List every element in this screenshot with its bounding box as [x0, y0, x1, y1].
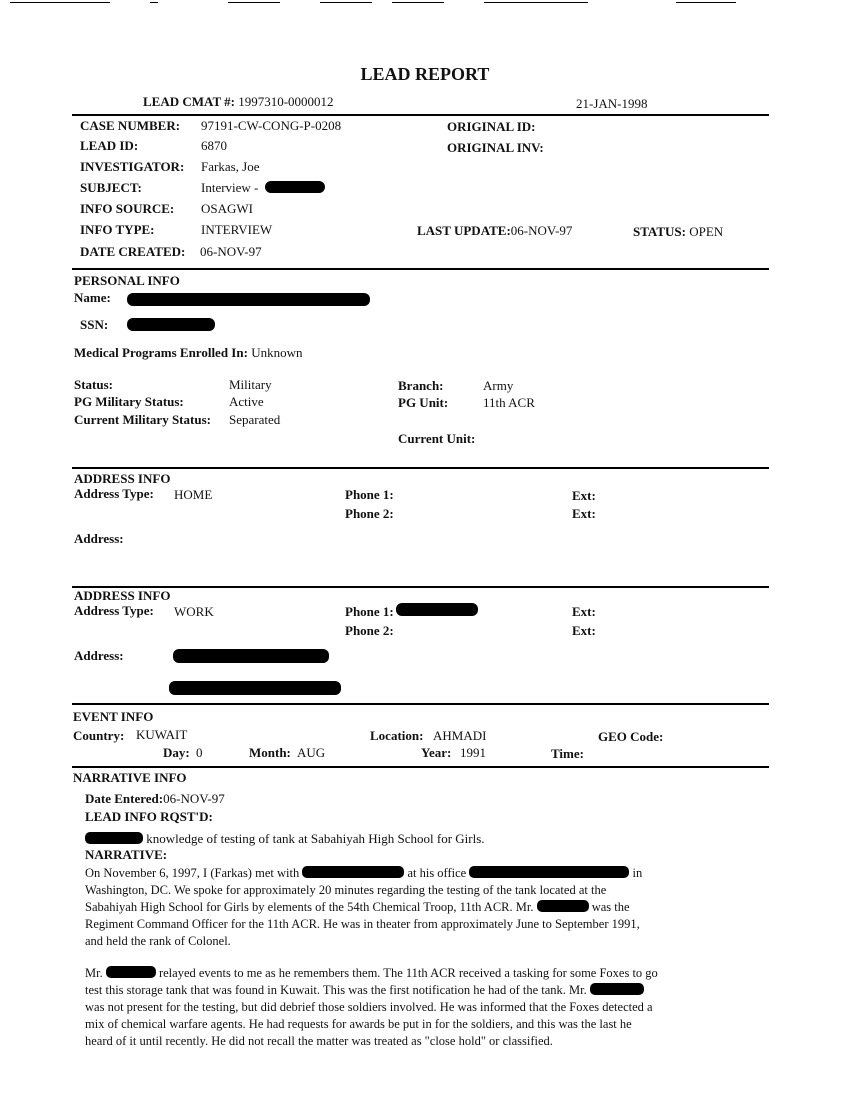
lead-info-text: knowledge of testing of tank at Sabahiyah High School for Girls.	[146, 831, 485, 846]
divider	[72, 766, 769, 768]
scan-mark	[676, 2, 736, 3]
report-title: LEAD REPORT	[360, 64, 490, 84]
branch-label: Branch:	[398, 378, 444, 393]
scan-mark	[320, 2, 372, 3]
lead-info-line	[85, 831, 485, 847]
month-value: AUG	[297, 745, 326, 760]
redaction	[537, 900, 589, 912]
phone1-label: Phone 1:	[345, 487, 394, 502]
narrative-line: Regiment Command Officer for the 11th ACR. He was in theater from approximately June to September 1991,	[85, 917, 640, 931]
medical-label: Medical Programs Enrolled In:	[74, 345, 248, 360]
medical-programs	[74, 345, 302, 361]
redaction	[396, 603, 478, 616]
case-number-label: CASE NUMBER:	[80, 118, 181, 133]
address-type-label: Address Type:	[74, 603, 154, 618]
redaction	[469, 866, 629, 878]
current-unit-label: Current Unit:	[398, 431, 476, 446]
narrative-text: Mr.	[85, 966, 103, 980]
pg-military-status-value: Active	[229, 394, 264, 409]
redaction	[173, 649, 329, 663]
lead-info-label: LEAD INFO RQST'D:	[85, 809, 213, 824]
country-value: KUWAIT	[136, 727, 188, 742]
divider	[72, 467, 769, 469]
phone2-label: Phone 2:	[345, 623, 394, 638]
redaction	[106, 966, 156, 978]
redaction	[127, 293, 370, 306]
redaction	[590, 983, 644, 995]
ssn-label: SSN:	[80, 317, 109, 332]
status	[633, 224, 723, 240]
lead-id-value: 6870	[201, 138, 227, 153]
narrative-line: was not present for the testing, but did debrief those soldiers involved. He was informed that the Foxes detected a	[85, 1000, 653, 1014]
narrative-line	[85, 982, 735, 999]
narrative-line: heard of it until recently. He did not recall the matter was treated as "close hold" or classified.	[85, 1034, 553, 1048]
ext2-label: Ext:	[572, 506, 596, 521]
day-value: 0	[196, 745, 203, 760]
subject-label: SUBJECT:	[80, 180, 142, 195]
narrative-text: was the	[591, 900, 630, 914]
pg-unit-value: 11th ACR	[483, 395, 535, 410]
narrative-line: Washington, DC. We spoke for approximately 20 minutes regarding the testing of the tank located at the	[85, 883, 607, 897]
location-label: Location:	[370, 728, 424, 743]
ext2-label: Ext:	[572, 623, 596, 638]
pg-military-status-label: PG Military Status:	[74, 394, 184, 409]
scan-mark	[228, 2, 280, 3]
narrative-line	[85, 899, 735, 916]
personal-info-title: PERSONAL INFO	[74, 273, 180, 288]
narrative-text: On November 6, 1997, I (Farkas) met with	[85, 866, 300, 880]
date-entered	[85, 791, 225, 807]
redaction	[265, 181, 325, 193]
last-update-label: LAST UPDATE:	[417, 223, 511, 238]
status-label-personal: Status:	[74, 377, 114, 392]
month-label: Month:	[249, 745, 291, 760]
address-label: Address:	[74, 648, 124, 663]
name-label: Name:	[74, 290, 111, 305]
ext1-label: Ext:	[572, 604, 596, 619]
scan-mark	[10, 2, 110, 3]
pg-unit-label: PG Unit:	[398, 395, 449, 410]
address-home-title: ADDRESS INFO	[74, 471, 171, 486]
address-label: Address:	[74, 531, 124, 546]
info-source-value: OSAGWI	[201, 201, 253, 216]
divider	[72, 268, 769, 270]
narrative-label: NARRATIVE:	[85, 847, 168, 862]
original-inv-label: ORIGINAL INV:	[447, 140, 544, 155]
current-military-status-value: Separated	[229, 412, 281, 427]
status-label: STATUS:	[633, 224, 686, 239]
narrative-paragraph-2	[85, 965, 735, 1050]
day-label: Day:	[163, 745, 190, 760]
divider	[72, 114, 769, 116]
divider	[72, 703, 769, 705]
subject-value: Interview -	[201, 180, 259, 195]
narrative-line: mix of chemical warfare agents. He had requests for awards be put in for the soldiers, and this was the last he	[85, 1017, 632, 1031]
redaction	[169, 681, 341, 695]
investigator-label: INVESTIGATOR:	[80, 159, 185, 174]
year-value: 1991	[460, 745, 486, 760]
current-military-status-label: Current Military Status:	[74, 412, 211, 427]
narrative-line	[85, 865, 735, 882]
date-entered-value: 06-NOV-97	[163, 791, 225, 806]
country-label: Country:	[73, 728, 125, 743]
branch-value: Army	[483, 378, 514, 393]
narrative-text: in	[632, 866, 643, 880]
redaction	[127, 318, 215, 331]
event-info-title: EVENT INFO	[73, 709, 154, 724]
date-created-label: DATE CREATED:	[80, 244, 186, 259]
lead-id-label: LEAD ID:	[80, 138, 139, 153]
address-type-label: Address Type:	[74, 486, 154, 501]
redaction	[302, 866, 404, 878]
last-update-value: 06-NOV-97	[510, 223, 573, 238]
narrative-text: relayed events to me as he remembers them. The 11th ACR received a tasking for some Foxes to go	[158, 966, 658, 980]
time-label: Time:	[551, 746, 584, 761]
original-id-label: ORIGINAL ID:	[447, 119, 536, 134]
narrative-info-title: NARRATIVE INFO	[73, 770, 187, 785]
status-value-personal: Military	[229, 377, 272, 392]
lead-cmat-value: 1997310-0000012	[238, 94, 334, 109]
info-type-label: INFO TYPE:	[80, 222, 155, 237]
date-created-value: 06-NOV-97	[200, 244, 262, 259]
scan-mark	[150, 2, 158, 3]
scan-mark	[392, 2, 444, 3]
location-value: AHMADI	[433, 728, 487, 743]
geo-code-label: GEO Code:	[598, 729, 664, 744]
narrative-line: and held the rank of Colonel.	[85, 934, 231, 948]
narrative-text: Sabahiyah High School for Girls by elements of the 54th Chemical Troop, 11th ACR. Mr.	[85, 900, 534, 914]
lead-cmat-label: LEAD CMAT #:	[143, 94, 235, 109]
report-date: 21-JAN-1998	[576, 96, 648, 111]
address-type-value: HOME	[174, 487, 213, 502]
last-update	[417, 223, 572, 239]
investigator-value: Farkas, Joe	[201, 159, 260, 174]
info-source-label: INFO SOURCE:	[80, 201, 175, 216]
phone1-label: Phone 1:	[345, 604, 394, 619]
narrative-line	[85, 965, 735, 982]
ext1-label: Ext:	[572, 488, 596, 503]
redaction	[85, 832, 143, 844]
divider	[72, 586, 769, 588]
phone2-label: Phone 2:	[345, 506, 394, 521]
info-type-value: INTERVIEW	[201, 222, 273, 237]
narrative-text: at his office	[407, 866, 467, 880]
status-value: OPEN	[689, 224, 724, 239]
narrative-paragraph-1	[85, 865, 735, 950]
medical-value: Unknown	[251, 345, 303, 360]
case-number-value: 97191-CW-CONG-P-0208	[201, 118, 342, 133]
address-work-title: ADDRESS INFO	[74, 588, 171, 603]
date-entered-label: Date Entered:	[85, 791, 164, 806]
scan-mark	[484, 2, 588, 3]
year-label: Year:	[421, 745, 452, 760]
narrative-text: test this storage tank that was found in Kuwait. This was the first notification he had of the tank. Mr.	[85, 983, 587, 997]
lead-cmat	[143, 94, 334, 110]
address-type-value: WORK	[174, 604, 214, 619]
